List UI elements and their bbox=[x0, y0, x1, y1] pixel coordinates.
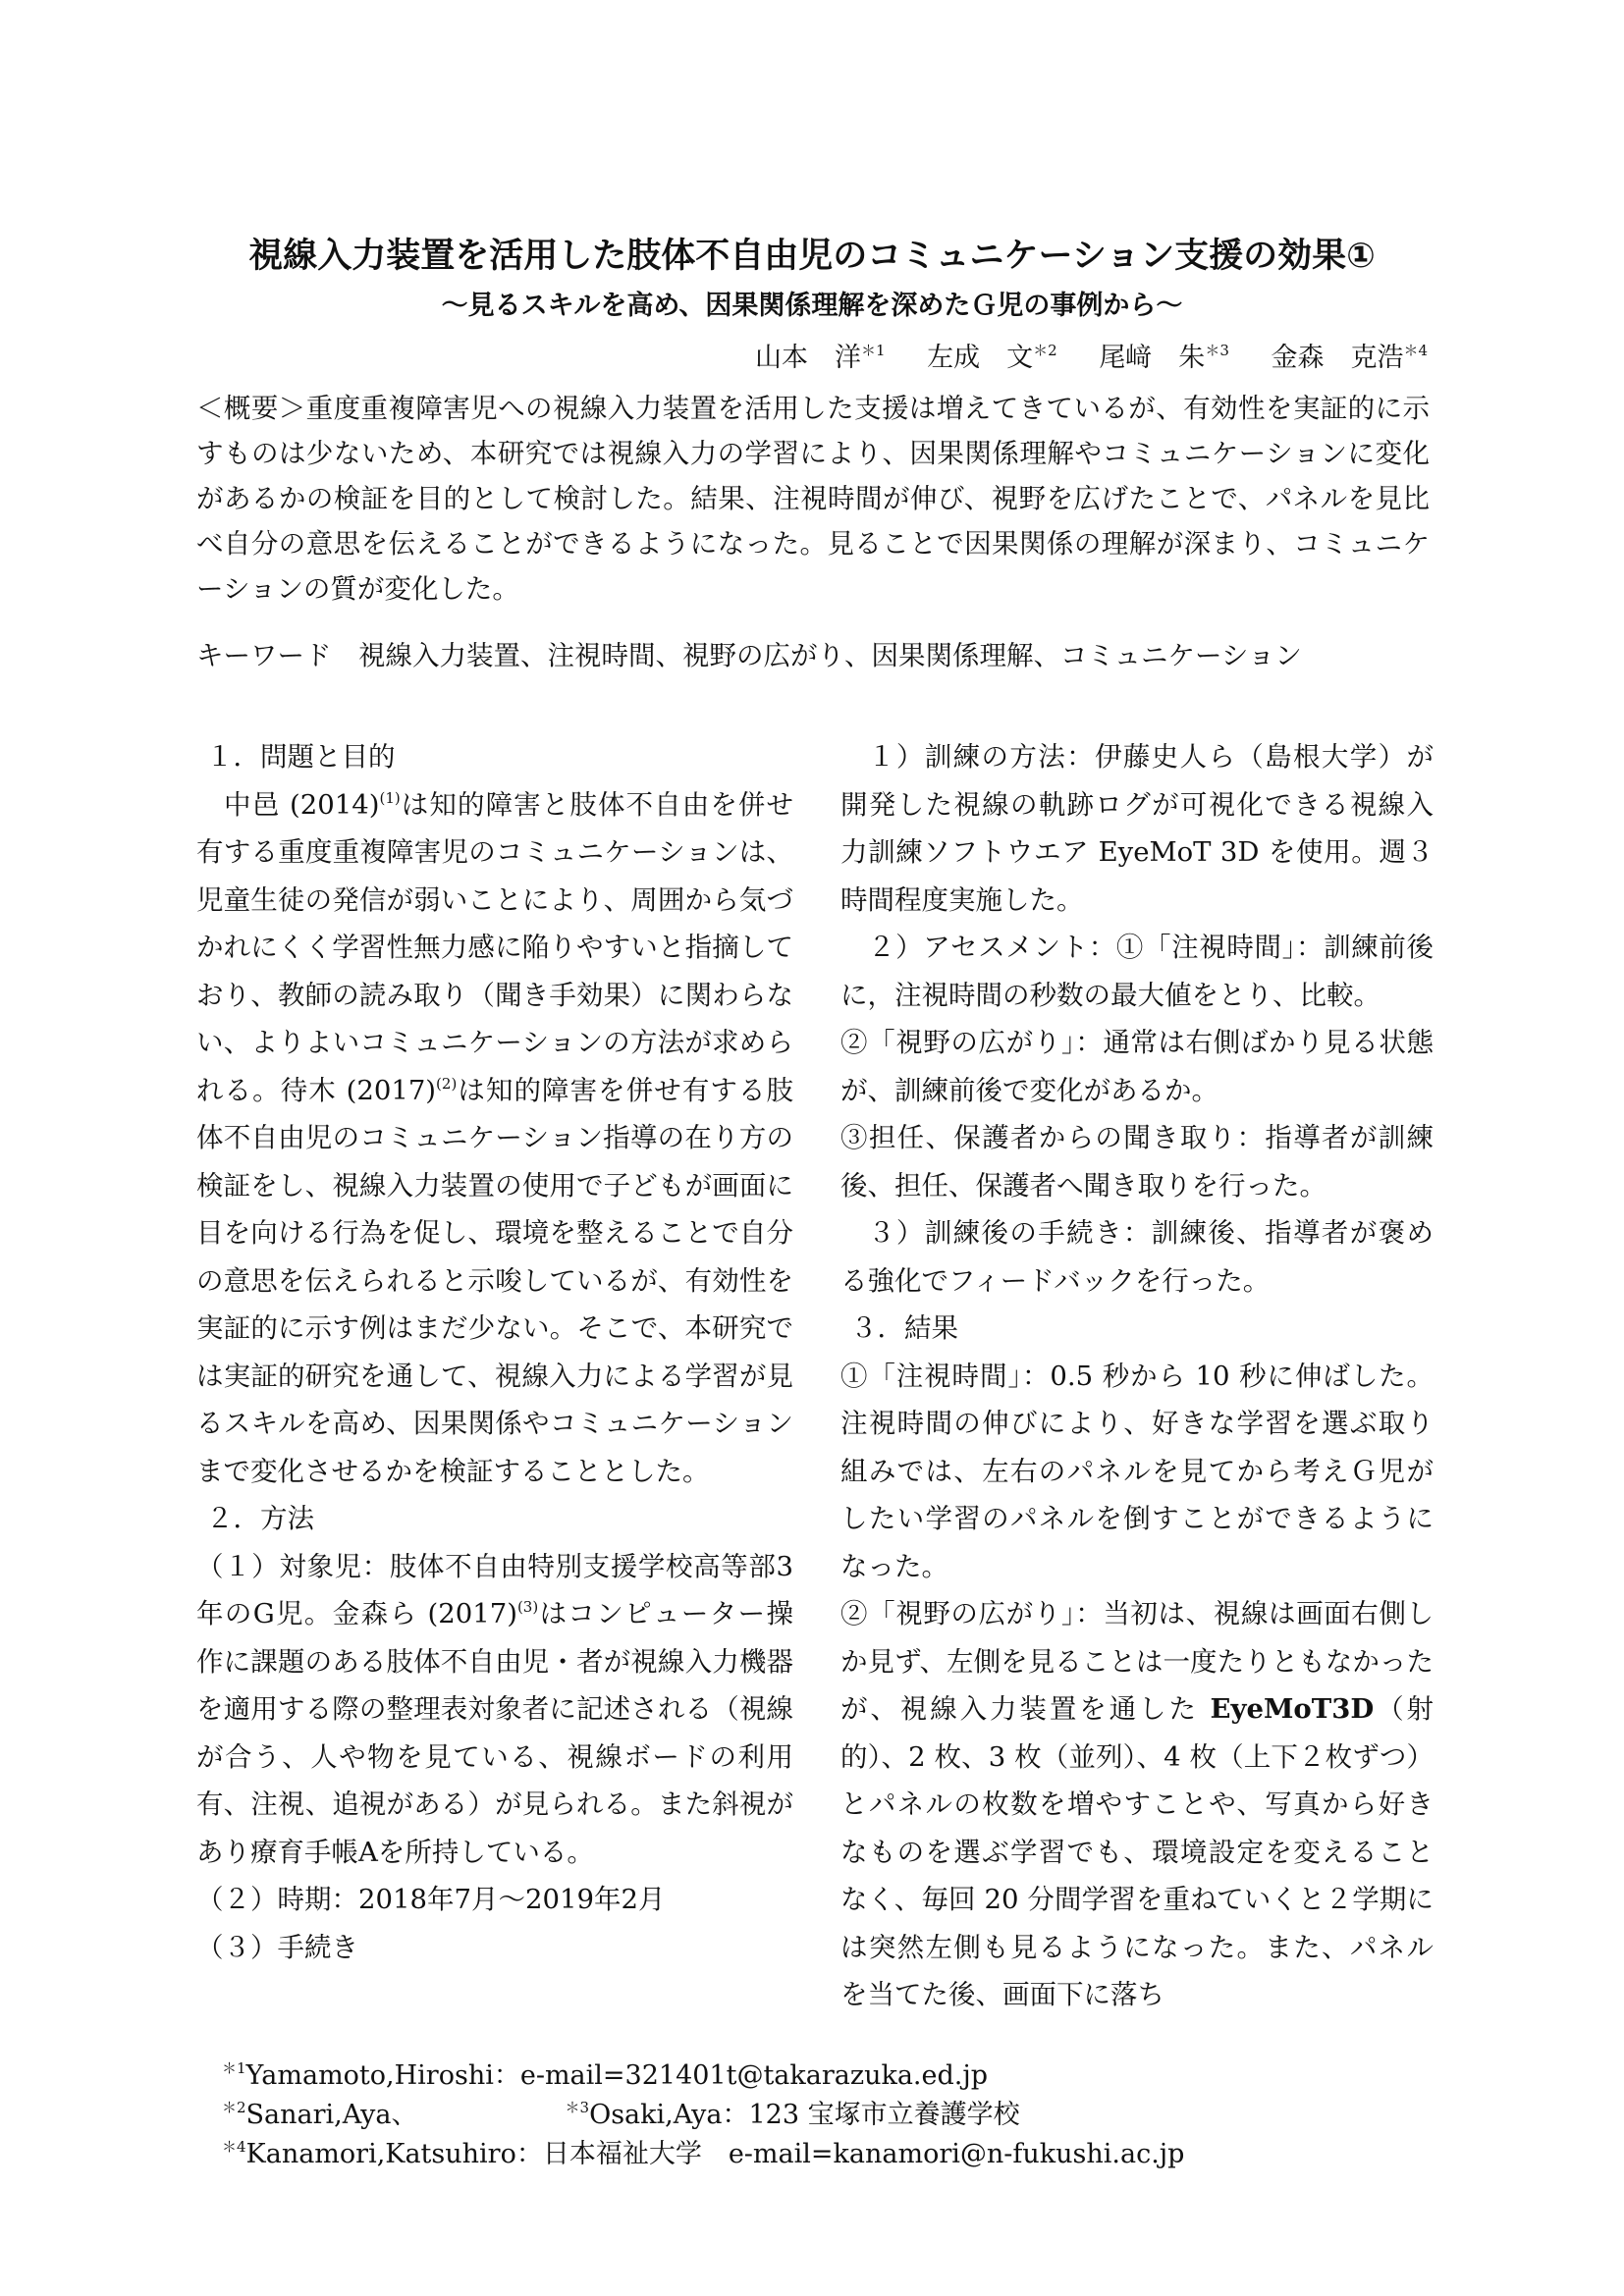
author-mark: ＊2 bbox=[1033, 342, 1057, 359]
paragraph-intro bbox=[196, 781, 793, 1496]
footnotes bbox=[222, 2056, 1430, 2174]
paper-subtitle: ～見るスキルを高め、因果関係理解を深めたＧ児の事例から～ bbox=[441, 291, 1183, 321]
footnote-mark: ＊4 bbox=[222, 2138, 246, 2156]
author-1 bbox=[755, 343, 886, 373]
footnote-text: Yamamoto,Hiroshi：e-mail=321401t@takarazuka.ed.jp bbox=[245, 2060, 989, 2091]
left-column bbox=[196, 733, 793, 1971]
text-run: は知的障害を併せ有する肢体不自由児のコミュニケーション指導の在り方の検証をし、視線入力装置の使用で子どもが画面に目を向ける行為を促し、環境を整えることで自分の意思を伝えられると示唆しているが、有効性を実証的に示す例はまだ少ない。そこで、本研究では実証的研究を通して、視線入力による学習が見るスキルを高め、因果関係やコミュニケーションまで変化させるかを検証することとした。 bbox=[196, 1074, 794, 1487]
abstract bbox=[196, 386, 1430, 612]
paragraph-result-field bbox=[840, 1590, 1434, 2019]
footnote-1 bbox=[222, 2056, 1430, 2096]
author-list bbox=[722, 339, 1428, 378]
paragraph-period: （２）時期：2018年7月～2019年2月 bbox=[196, 1884, 666, 1915]
text-run: はコンピューター操作に課題のある肢体不自由児・者が視線入力機器を適用する際の整理表対象者に記述される（視線が合う、人や物を見ている、視線ボードの利用有、注視、追視がある）が見られる。また斜視があり療育手帳Aを所持している。 bbox=[196, 1598, 793, 1868]
paragraph-subject bbox=[196, 1543, 793, 1877]
author-name: 金森 克浩 bbox=[1271, 343, 1404, 373]
reference-mark: (2) bbox=[436, 1074, 458, 1093]
paragraph-procedure: （３）手続き bbox=[196, 1931, 358, 1963]
author-name: 尾﨑 朱 bbox=[1099, 343, 1206, 373]
author-3 bbox=[1099, 343, 1229, 373]
paragraph-visual-field: ②「視野の広がり」：通常は右側ばかり見る状態が、訓練前後で変化があるか。 bbox=[840, 1027, 1434, 1106]
text-run: （射的）、2 枚、3 枚（並列）、4 枚（上下２枚ずつ）とパネルの枚数を増やすことや、写真から好きなものを選ぶ学習でも、環境設定を変えることなく、毎回 20 分間学習を重ねていくと２学期には突然左側も見るようになった。また、パネルを当てた後、画面下に落ち bbox=[840, 1693, 1434, 2010]
author-name: 山本 洋 bbox=[755, 343, 862, 373]
footnote-mark: ＊2 bbox=[222, 2099, 246, 2116]
paragraph-interview: ③担任、保護者からの聞き取り：指導者が訓練後、担任、保護者へ聞き取りを行った。 bbox=[840, 1122, 1434, 1201]
paper-title: 視線入力装置を活用した肢体不自由児のコミュニケーション支援の効果① bbox=[248, 237, 1376, 276]
author-mark: ＊1 bbox=[861, 342, 886, 359]
keywords: キーワード 視線入力装置、注視時間、視野の広がり、因果関係理解、コミュニケーション bbox=[196, 640, 1302, 671]
author-name: 左成 文 bbox=[927, 343, 1034, 373]
reference-mark: (3) bbox=[516, 1598, 539, 1616]
footnote-text: Osaki,Aya：123 宝塚市立養護学校 bbox=[589, 2100, 1020, 2130]
footnote-text: Sanari,Aya、 bbox=[245, 2100, 418, 2130]
footnote-mark: ＊3 bbox=[565, 2099, 590, 2116]
reference-mark: (1) bbox=[379, 788, 401, 807]
section-heading-3: ３．結果 bbox=[850, 1312, 958, 1344]
right-column bbox=[840, 733, 1434, 2019]
footnote-4 bbox=[222, 2135, 1430, 2174]
footnote-mark: ＊1 bbox=[222, 2059, 246, 2077]
author-mark: ＊3 bbox=[1205, 342, 1229, 359]
author-4 bbox=[1271, 343, 1428, 373]
text-run: （１）対象児：肢体不自由特別支援学校高等部3年のG児。金森ら (2017) bbox=[196, 1550, 793, 1629]
paragraph-training-method: １）訓練の方法：伊藤史人ら（島根大学）が開発した視線の軌跡ログが可視化できる視線入力訓練ソフトウエア EyeMoT 3D を使用。週３時間程度実施した。 bbox=[840, 741, 1434, 916]
paragraph-post-training: ３）訓練後の手続き：訓練後、指導者が褒める強化でフィードバックを行った。 bbox=[840, 1217, 1434, 1297]
author-2 bbox=[927, 343, 1057, 373]
paragraph-assessment: ２）アセスメント：①「注視時間」：訓練前後に，注視時間の秒数の最大値をとり、比較。 bbox=[840, 932, 1434, 1011]
text-run: ②「視野の広がり」：当初は、視線は画面右側しか見ず、左側を見ることは一度たりともなかったが、視線入力装置を通した bbox=[840, 1598, 1434, 1725]
section-heading-1: １．問題と目的 bbox=[206, 741, 396, 773]
software-name: EyeMoT3D bbox=[1210, 1693, 1375, 1725]
text-run: 中邑 (2014) bbox=[224, 788, 380, 821]
section-heading-2: ２．方法 bbox=[206, 1503, 314, 1534]
paragraph-result-gaze: ①「注視時間」：0.5 秒から 10 秒に伸ばした。注視時間の伸びにより、好きな学習を選ぶ取り組みでは、左右のパネルを見てから考えＧ児がしたい学習のパネルを倒すことができるようになった。 bbox=[840, 1360, 1434, 1582]
footnote-2-3 bbox=[222, 2096, 1430, 2135]
abstract-text: ＜概要＞重度重複障害児への視線入力装置を活用した支援は増えてきているが、有効性を実証的に示すものは少ないため、本研究では視線入力の学習により、因果関係理解やコミュニケーションに変化があるかの検証を目的として検討した。結果、注視時間が伸び、視野を広げたことで、パネルを見比べ自分の意思を伝えることができるようになった。見ることで因果関係の理解が深まり、コミュニケーションの質が変化した。 bbox=[196, 393, 1430, 605]
footnote-text: Kanamori,Katsuhiro：日本福祉大学 e-mail=kanamori@n-fukushi.ac.jp bbox=[245, 2139, 1185, 2169]
text-run: は知的障害と肢体不自由を併せ有する重度重複障害児のコミュニケーションは、児童生徒の発信が弱いことにより、周囲から気づかれにくく学習性無力感に陥りやすいと指摘しており、教師の読み取り（聞き手効果）に関わらない、よりよいコミュニケーションの方法が求められる。待木 (2017) bbox=[196, 788, 794, 1106]
author-mark: ＊4 bbox=[1403, 342, 1428, 359]
